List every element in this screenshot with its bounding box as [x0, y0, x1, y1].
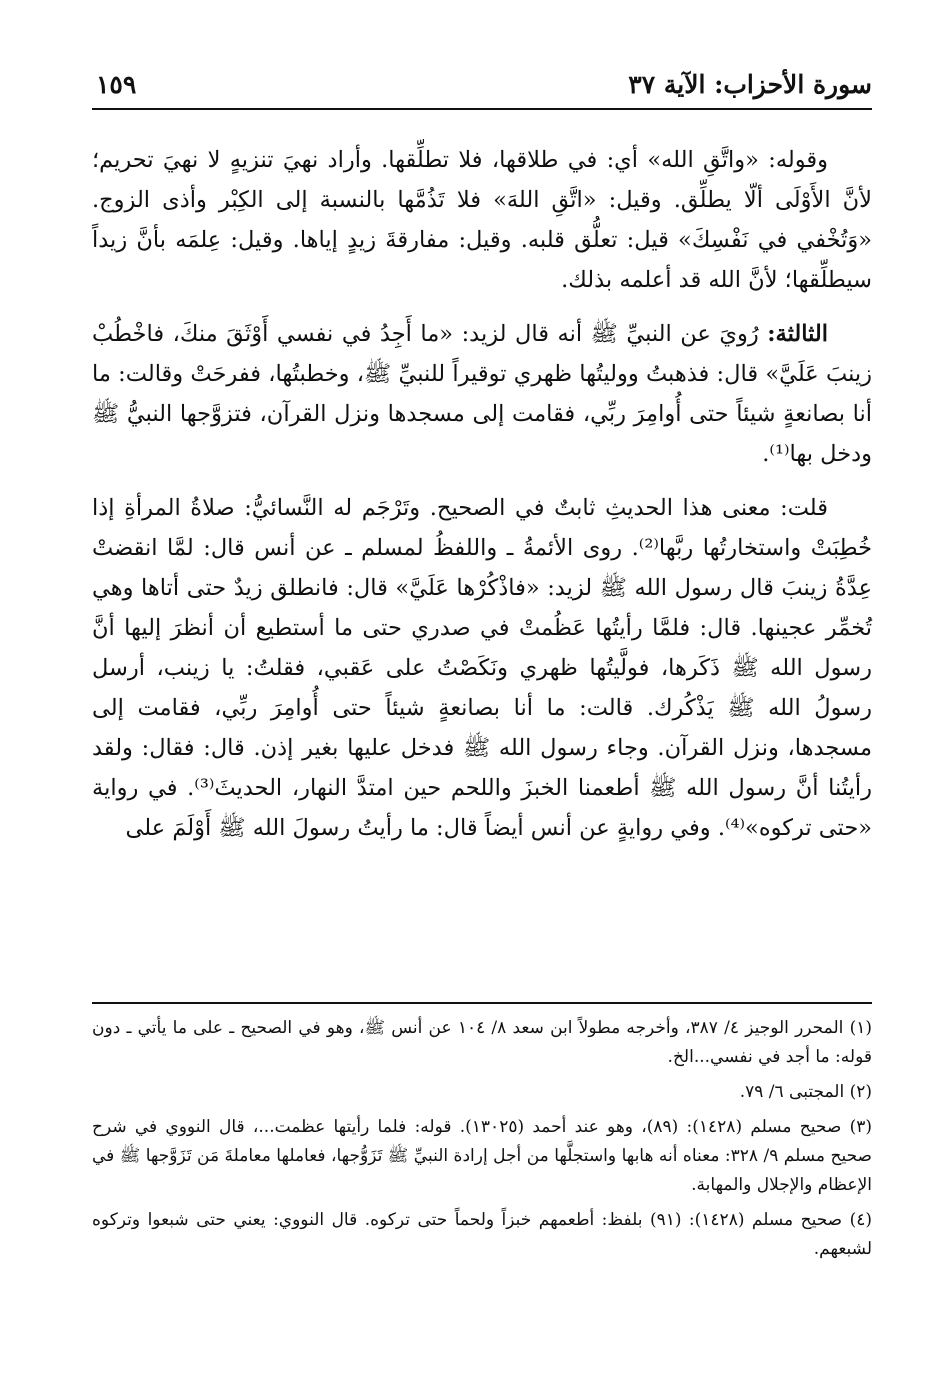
- header-rule: [92, 108, 872, 110]
- running-header: [92, 64, 872, 104]
- footnote: (٤) صحيح مسلم (١٤٢٨): (٩١) بلفظ: أطعمهم خبزاً ولحماً حتى تركوه. قال النووي: يعني حتى شبعوا وتركوه لشبعهم.: [92, 1210, 872, 1259]
- footnote: (٢) المجتبى ٦/ ٧٩.: [739, 1082, 872, 1102]
- paragraph-lead: الثالثة:: [767, 321, 828, 347]
- page-number: ١٥٩: [96, 70, 137, 99]
- footnote: (١) المحرر الوجيز ٤/ ٣٨٧، وأخرجه مطولاً ابن سعد ٨/ ١٠٤ عن أنس ﷺ، وهو في الصحيح ـ على ما يأتي ـ دون قوله: ما أجد في نفسي...الخ.: [92, 1018, 872, 1067]
- paragraph-text: رُويَ عن النبيِّ ﷺ أنه قال لزيد: «ما أَجِدُ في نفسي أَوْثَقَ منكَ، فاخْطُبْ زينبَ عَلَيَّ» قال: فذهبتُ ووليتُها ظهري توقيراً للنبيِّ ﷺ، وخطبتُها، ففرحَتْ وقالت: ما أنا بصانعةٍ شيئاً حتى أُوامِرَ ربِّي، فقامت إلى مسجدها ونزل القرآن، فتزوَّجها النبيُّ ﷺ ودخل بها⁽¹⁾.: [92, 321, 872, 467]
- paragraph: [92, 314, 872, 474]
- main-text: [92, 140, 872, 862]
- footnote-separator: [92, 1002, 872, 1004]
- paragraph-text: قلت: معنى هذا الحديثِ ثابتٌ في الصحيح. وتَرْجَم له النَّسائيُّ: صلاةُ المرأةِ إذا خُطِبَتْ واستخارتُها ربَّها⁽²⁾. روى الأئمةُ ـ واللفظُ لمسلم ـ عن أنس قال: لمَّا انقضتْ عِدَّةُ زينبَ قال رسول الله ﷺ لزيد: «فاذْكُرْها عَلَيَّ» قال: فانطلق زيدٌ حتى أتاها وهي تُخمِّر عجينها. قال: فلمَّا رأيتُها عَظُمتْ في صدري حتى ما أستطيع أن أنظرَ إليها أنَّ رسول الله ﷺ ذَكَرها، فولَّيتُها ظهري ونَكَصْتُ على عَقبي، فقلتُ: يا زينب، أرسل رسولُ الله ﷺ يَذْكُرك. قالت: ما أنا بصانعةٍ شيئاً حتى أُوامِرَ ربِّي، فقامت إلى مسجدها، ونزل القرآن. وجاء رسول الله ﷺ فدخل عليها بغير إذن. قال: فقال: ولقد رأيتُنا أنَّ رسول الله ﷺ أطعمنا الخبزَ واللحم حين امتدَّ النهار، الحديثَ⁽³⁾. في رواية «حتى تركوه»⁽⁴⁾. وفي روايةٍ عن أنس أيضاً قال: ما رأيتُ رسولَ الله ﷺ أَوْلَمَ على: [92, 495, 872, 841]
- paragraph-text: وقوله: «واتَّقِ الله» أي: في طلاقها، فلا تطلِّقها. وأراد نهيَ تنزيهٍ لا نهيَ تحريم؛ لأنَّ الأَوْلَى ألّا يطلِّق. وقيل: «اتَّقِ اللهَ» فلا تَذُمَّها بالنسبة إلى الكِبْر وأذى الزوج. «وَتُخْفي في نَفْسِكَ» قيل: تعلُّق قلبه. وقيل: مفارقةَ زيدٍ إياها. وقيل: عِلمَه بأنَّ زيداً سيطلِّقها؛ لأنَّ الله قد أعلمه بذلك.: [92, 147, 872, 293]
- paragraph: [92, 140, 872, 300]
- paragraph: [92, 488, 872, 848]
- running-title: سورة الأحزاب: الآية ٣٧: [628, 70, 872, 99]
- footnotes: [92, 1014, 872, 1270]
- book-page: [92, 64, 872, 1334]
- footnote: (٣) صحيح مسلم (١٤٢٨): (٨٩)، وهو عند أحمد (١٣٠٢٥). قوله: فلما رأيتها عظمت...، قال النووي في شرح صحيح مسلم ٩/ ٣٢٨: معناه أنه هابها واستجلَّها من أجل إرادة النبيِّ ﷺ تَزَوُّجها، فعاملها معاملةَ مَن تَزَوَّجها ﷺ في الإعظام والإجلال والمهابة.: [92, 1117, 872, 1195]
